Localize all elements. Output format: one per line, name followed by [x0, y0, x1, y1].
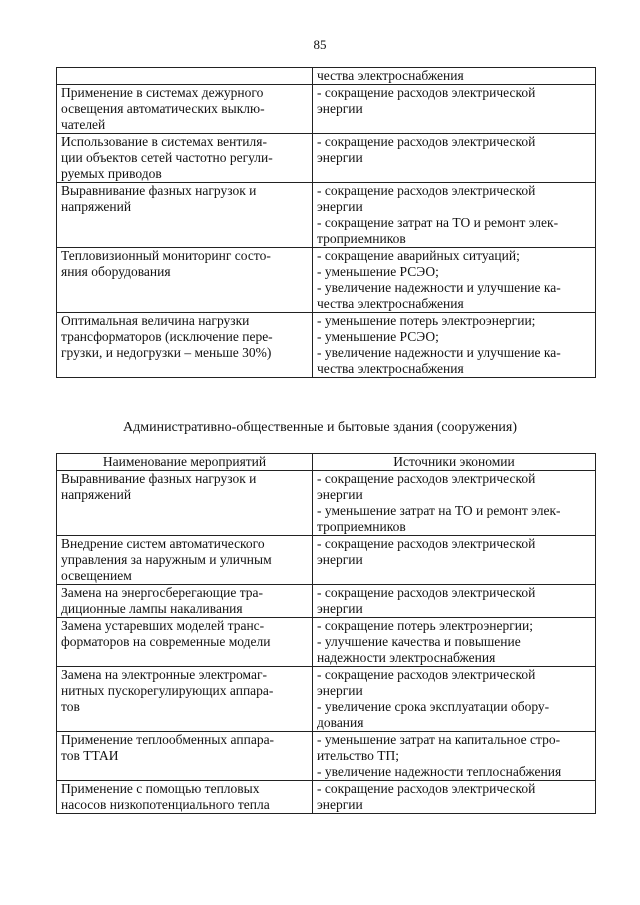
savings-cell — [313, 313, 596, 378]
cell-text-line: освещения автоматических выклю- — [61, 101, 265, 116]
table-row — [57, 248, 596, 313]
savings-cell — [313, 248, 596, 313]
cell-text-line: ции объектов сетей частотно регули- — [61, 150, 273, 165]
table-row — [57, 618, 596, 667]
cell-text-line: напряжений — [61, 487, 132, 502]
cell-text-line: Тепловизионный мониторинг состо- — [61, 248, 271, 263]
cell-text-line: грузки, и недогрузки – меньше 30%) — [61, 345, 272, 360]
cell-text-line: - увеличение надежности и улучшение ка- — [317, 345, 561, 360]
cell-text-line: - уменьшение РСЭО; — [317, 329, 439, 344]
cell-text-line: энергии — [317, 797, 363, 812]
cell-text-line: энергии — [317, 199, 363, 214]
cell-text-line: чества электроснабжения — [317, 296, 464, 311]
cell-text-line: Выравнивание фазных нагрузок и — [61, 183, 257, 198]
table-row — [57, 85, 596, 134]
savings-cell — [313, 536, 596, 585]
cell-text-line: дования — [317, 715, 364, 730]
cell-text-line: - сокращение расходов электрической — [317, 134, 536, 149]
cell-text-line: чества электроснабжения — [317, 68, 464, 83]
cell-text-line: энергии — [317, 601, 363, 616]
cell-text-line: тов ТТАИ — [61, 748, 119, 763]
measure-cell — [57, 536, 313, 585]
table-row — [57, 134, 596, 183]
cell-text-line: - уменьшение РСЭО; — [317, 264, 439, 279]
cell-text-line: чателей — [61, 117, 106, 132]
savings-cell — [313, 183, 596, 248]
table-header-row — [57, 454, 596, 471]
table-row — [57, 585, 596, 618]
cell-text-line: нитных пускорегулирующих аппара- — [61, 683, 274, 698]
cell-text-line: - увеличение надежности теплоснабжения — [317, 764, 562, 779]
cell-text-line: энергии — [317, 150, 363, 165]
table-row — [57, 183, 596, 248]
cell-text-line: Внедрение систем автоматического — [61, 536, 265, 551]
table-row — [57, 781, 596, 814]
cell-text-line: управления за наружным и уличным — [61, 552, 272, 567]
measure-cell — [57, 585, 313, 618]
cell-text-line: Применение в системах дежурного — [61, 85, 264, 100]
header-savings-sources: Источники экономии — [313, 454, 596, 471]
cell-text-line: - увеличение срока эксплуатации обору- — [317, 699, 550, 714]
cell-text-line: надежности электроснабжения — [317, 650, 496, 665]
cell-text-line: Применение с помощью тепловых — [61, 781, 260, 796]
table-row — [57, 536, 596, 585]
measure-cell — [57, 248, 313, 313]
measure-cell — [57, 732, 313, 781]
cell-text-line: - уменьшение затрат на капитальное стро- — [317, 732, 561, 747]
cell-text-line: - сокращение расходов электрической — [317, 85, 536, 100]
measure-cell — [57, 134, 313, 183]
measure-cell — [57, 85, 313, 134]
cell-text-line: - сокращение расходов электрической — [317, 471, 536, 486]
cell-text-line: Применение теплообменных аппара- — [61, 732, 275, 747]
measure-cell — [57, 313, 313, 378]
table-row — [57, 732, 596, 781]
savings-cell — [313, 618, 596, 667]
table-row — [57, 667, 596, 732]
cell-text-line: - сокращение расходов электрической — [317, 183, 536, 198]
cell-text-line: освещением — [61, 568, 132, 583]
measure-cell — [57, 781, 313, 814]
page-number: 85 — [313, 37, 327, 52]
cell-text-line: - сокращение расходов электрической — [317, 536, 536, 551]
table-row — [57, 68, 596, 85]
cell-text-line: Выравнивание фазных нагрузок и — [61, 471, 257, 486]
cell-text-line: диционные лампы накаливания — [61, 601, 243, 616]
cell-text-line: напряжений — [61, 199, 132, 214]
measure-cell — [57, 618, 313, 667]
cell-text-line: троприемников — [317, 519, 406, 534]
table-row — [57, 313, 596, 378]
cell-text-line: - увеличение надежности и улучшение ка- — [317, 280, 561, 295]
cell-text-line: яния оборудования — [61, 264, 171, 279]
cell-text-line: - сокращение расходов электрической — [317, 585, 536, 600]
header-measures: Наименование мероприятий — [57, 454, 313, 471]
savings-cell — [313, 471, 596, 536]
cell-text-line: энергии — [317, 683, 363, 698]
cell-text-line: форматоров на современные модели — [61, 634, 271, 649]
savings-cell — [313, 85, 596, 134]
cell-text-line: Замена устаревших моделей транс- — [61, 618, 265, 633]
cell-text-line: энергии — [317, 101, 363, 116]
cell-text-line: - уменьшение затрат на ТО и ремонт элек- — [317, 503, 561, 518]
cell-text-line: энергии — [317, 487, 363, 502]
cell-text-line: троприемников — [317, 231, 406, 246]
cell-text-line: энергии — [317, 552, 363, 567]
section-title: Административно-общественные и бытовые здания (сооружения) — [123, 420, 517, 435]
cell-text-line: - сокращение расходов электрической — [317, 781, 536, 796]
cell-text-line: - сокращение аварийных ситуаций; — [317, 248, 520, 263]
cell-text-line: трансформаторов (исключение пере- — [61, 329, 273, 344]
measure-cell — [57, 183, 313, 248]
savings-cell — [313, 667, 596, 732]
measure-cell — [57, 471, 313, 536]
measures-table-admin-buildings — [56, 453, 596, 814]
cell-text-line: - сокращение потерь электроэнергии; — [317, 618, 533, 633]
cell-text-line: - уменьшение потерь электроэнергии; — [317, 313, 536, 328]
savings-cell — [313, 68, 596, 85]
cell-text-line: ительство ТП; — [317, 748, 400, 763]
cell-text-line: - сокращение затрат на ТО и ремонт элек- — [317, 215, 559, 230]
cell-text-line: насосов низкопотенциального тепла — [61, 797, 270, 812]
cell-text-line: Использование в системах вентиля- — [61, 134, 267, 149]
measures-table-continued — [56, 67, 596, 378]
cell-text-line: - улучшение качества и повышение — [317, 634, 521, 649]
measure-cell — [57, 667, 313, 732]
cell-text-line: Замена на энергосберегающие тра- — [61, 585, 264, 600]
cell-text-line: - сокращение расходов электрической — [317, 667, 536, 682]
cell-text-line: чества электроснабжения — [317, 361, 464, 376]
cell-text-line: тов — [61, 699, 80, 714]
savings-cell — [313, 585, 596, 618]
table-row — [57, 471, 596, 536]
cell-text-line: Оптимальная величина нагрузки — [61, 313, 250, 328]
savings-cell — [313, 134, 596, 183]
savings-cell — [313, 732, 596, 781]
savings-cell — [313, 781, 596, 814]
cell-text-line: руемых приводов — [61, 166, 162, 181]
cell-text-line: Замена на электронные электромаг- — [61, 667, 268, 682]
measure-cell — [57, 68, 313, 85]
